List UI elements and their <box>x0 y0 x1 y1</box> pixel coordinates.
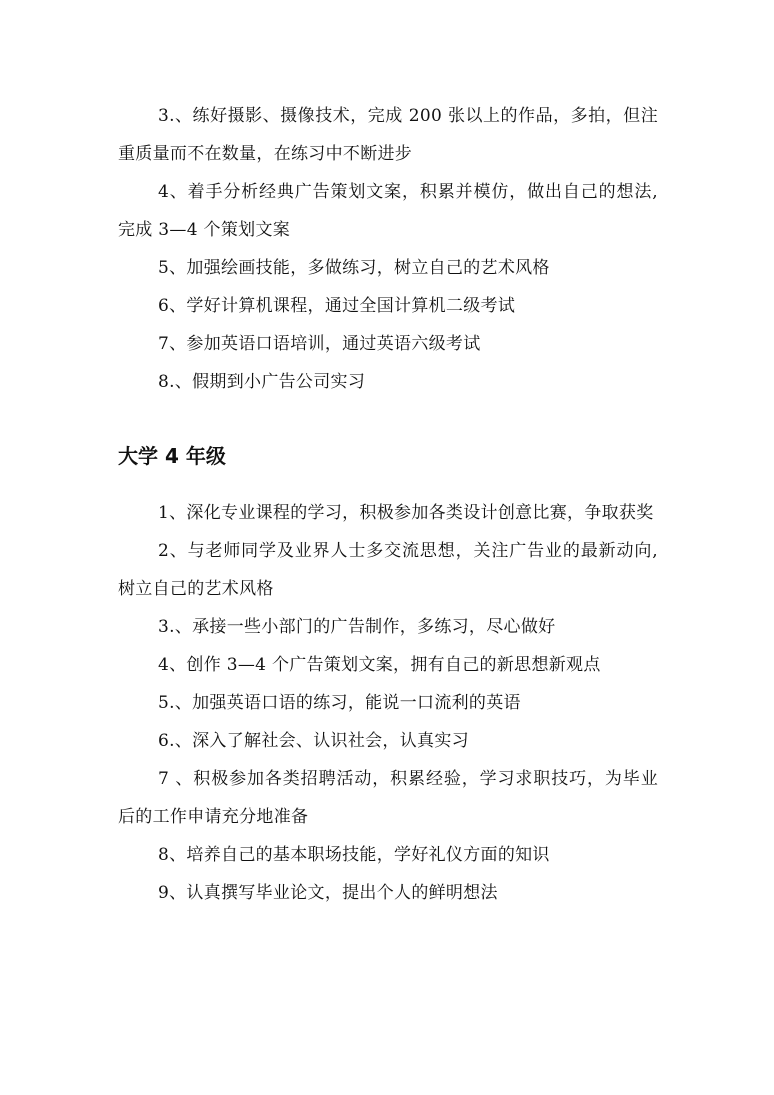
list-item: 7、参加英语口语培训，通过英语六级考试 <box>158 334 481 354</box>
list-item: 8.、假期到小广告公司实习 <box>158 372 366 392</box>
list-item: 3.、承接一些小部门的广告制作，多练习，尽心做好 <box>158 617 556 637</box>
list-item: 7 、积极参加各类招聘活动，积累经验，学习求职技巧，为毕业后的工作申请充分地准备 <box>118 769 658 827</box>
list-item: 8、培养自己的基本职场技能，学好礼仪方面的知识 <box>158 845 550 865</box>
list-item: 1、深化专业课程的学习，积极参加各类设计创意比赛，争取获奖 <box>158 503 654 523</box>
list-item: 5.、加强英语口语的练习，能说一口流利的英语 <box>158 693 521 713</box>
list-item: 9、认真撰写毕业论文，提出个人的鲜明想法 <box>158 883 498 903</box>
list-item: 4、着手分析经典广告策划文案，积累并模仿，做出自己的想法,完成 3—4 个策划文案 <box>118 182 658 240</box>
list-item: 3.、练好摄影、摄像技术，完成 200 张以上的作品，多拍，但注重质量而不在数量，在练习中不断进步 <box>118 106 658 164</box>
year4-goals-list <box>118 494 658 912</box>
list-item: 6、学好计算机课程，通过全国计算机二级考试 <box>158 296 516 316</box>
year3-goals-list <box>118 97 658 401</box>
section-heading-year4: 大学 4 年级 <box>118 444 226 468</box>
list-item: 6.、深入了解社会、认识社会，认真实习 <box>158 731 469 751</box>
list-item: 4、创作 3—4 个广告策划文案，拥有自己的新思想新观点 <box>158 655 601 675</box>
list-item: 2、与老师同学及业界人士多交流思想，关注广告业的最新动向,树立自己的艺术风格 <box>118 541 658 599</box>
list-item: 5、加强绘画技能，多做练习，树立自己的艺术风格 <box>158 258 550 278</box>
